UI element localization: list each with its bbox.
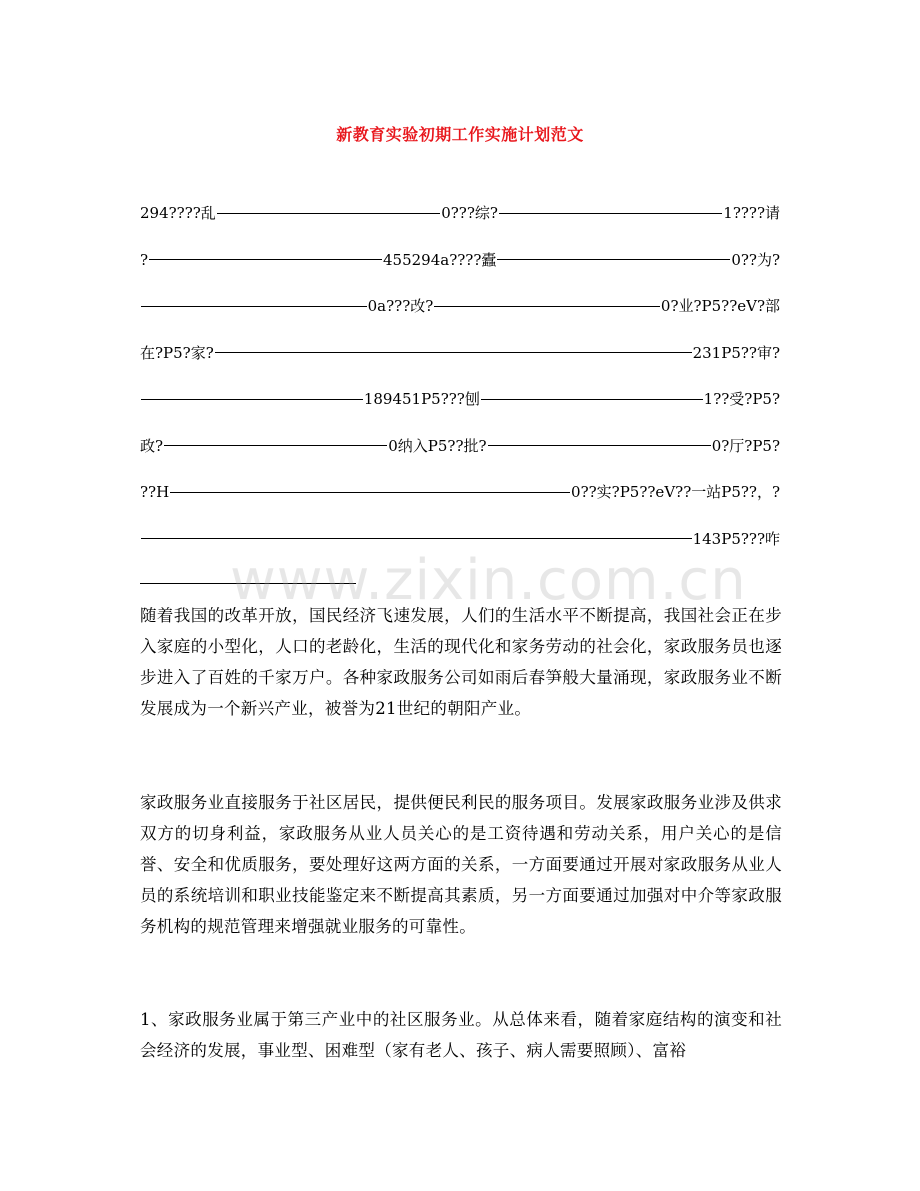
garbled-row xyxy=(140,296,780,316)
rule-segment xyxy=(215,352,692,353)
garbled-text: 189451P5???刨 xyxy=(363,390,480,408)
garbled-text-block xyxy=(140,203,780,575)
rule-segment xyxy=(488,445,711,446)
garbled-row xyxy=(140,203,780,223)
garbled-row xyxy=(140,529,780,549)
document-title: 新教育实验初期工作实施计划范文 xyxy=(336,125,584,144)
garbled-text: 0??实?P5??eV??一站P5??，? xyxy=(571,483,780,501)
garbled-text: 0?业?P5??eV?部 xyxy=(660,297,780,315)
paragraph-2: 家政服务业直接服务于社区居民，提供便民利民的服务项目。发展家政服务业涉及供求双方的切身利益，家政服务从业人员关心的是工资待遇和劳动关系，用户关心的是信誉、安全和优质服务，要处理好这两方面的关系，一方面要通过开展对家政服务从业人员的系统培训和职业技能鉴定来不断提高其素质，另一方面要通过加强对中介等家政服务机构的规范管理来增强就业服务的可靠性。 xyxy=(140,793,782,936)
watermark: www.zixin.com.cn xyxy=(230,548,747,613)
garbled-text: 231P5??审? xyxy=(692,343,780,362)
garbled-text: ??H xyxy=(140,483,170,501)
garbled-row xyxy=(140,389,780,409)
garbled-text: 1????请 xyxy=(723,204,780,222)
garbled-row xyxy=(140,436,780,456)
rule-segment xyxy=(141,538,692,539)
paragraph-1: 随着我国的改革开放，国民经济飞速发展，人们的生活水平不断提高，我国社会正在步入家庭的小型化，人口的老龄化，生活的现代化和家务劳动的社会化，家政服务员也逐步进入了百姓的千家万户。各种家政服务公司如雨后春笋般大量涌现，家政服务业不断发展成为一个新兴产业，被誉为21世纪的朝阳产业。 xyxy=(140,606,782,718)
garbled-text: 455294a????蠹 xyxy=(383,250,497,269)
garbled-text: 0a???改? xyxy=(367,297,434,315)
rule-segment xyxy=(141,306,367,307)
garbled-row xyxy=(140,482,780,502)
garbled-row xyxy=(140,343,780,363)
rule-segment xyxy=(481,399,703,400)
garbled-text: 294????乱 xyxy=(140,204,216,222)
rule-segment xyxy=(141,399,363,400)
rule-segment xyxy=(434,306,660,307)
garbled-text: 0纳入P5??批? xyxy=(388,436,487,455)
garbled-text: 0?厅?P5? xyxy=(711,436,780,455)
rule-segment xyxy=(217,213,440,214)
garbled-text: 1??受?P5? xyxy=(703,390,780,408)
garbled-text: 0??为? xyxy=(731,250,780,269)
garbled-text: ? xyxy=(140,250,149,269)
rule-segment xyxy=(497,259,730,260)
garbled-text: 0???综? xyxy=(441,204,498,222)
horizontal-rule xyxy=(140,583,356,584)
garbled-text: 政? xyxy=(140,436,164,455)
garbled-text: 143P5???咋 xyxy=(692,529,780,548)
rule-segment xyxy=(164,445,387,446)
garbled-row xyxy=(140,250,780,270)
rule-segment xyxy=(499,213,722,214)
rule-segment xyxy=(170,492,570,493)
garbled-text: 在?P5?家? xyxy=(140,343,214,362)
rule-segment xyxy=(149,259,382,260)
paragraph-3: 1、家政服务业属于第三产业中的社区服务业。从总体来看，随着家庭结构的演变和社会经济的发展，事业型、困难型（家有老人、孩子、病人需要照顾）、富裕 xyxy=(140,1010,782,1060)
